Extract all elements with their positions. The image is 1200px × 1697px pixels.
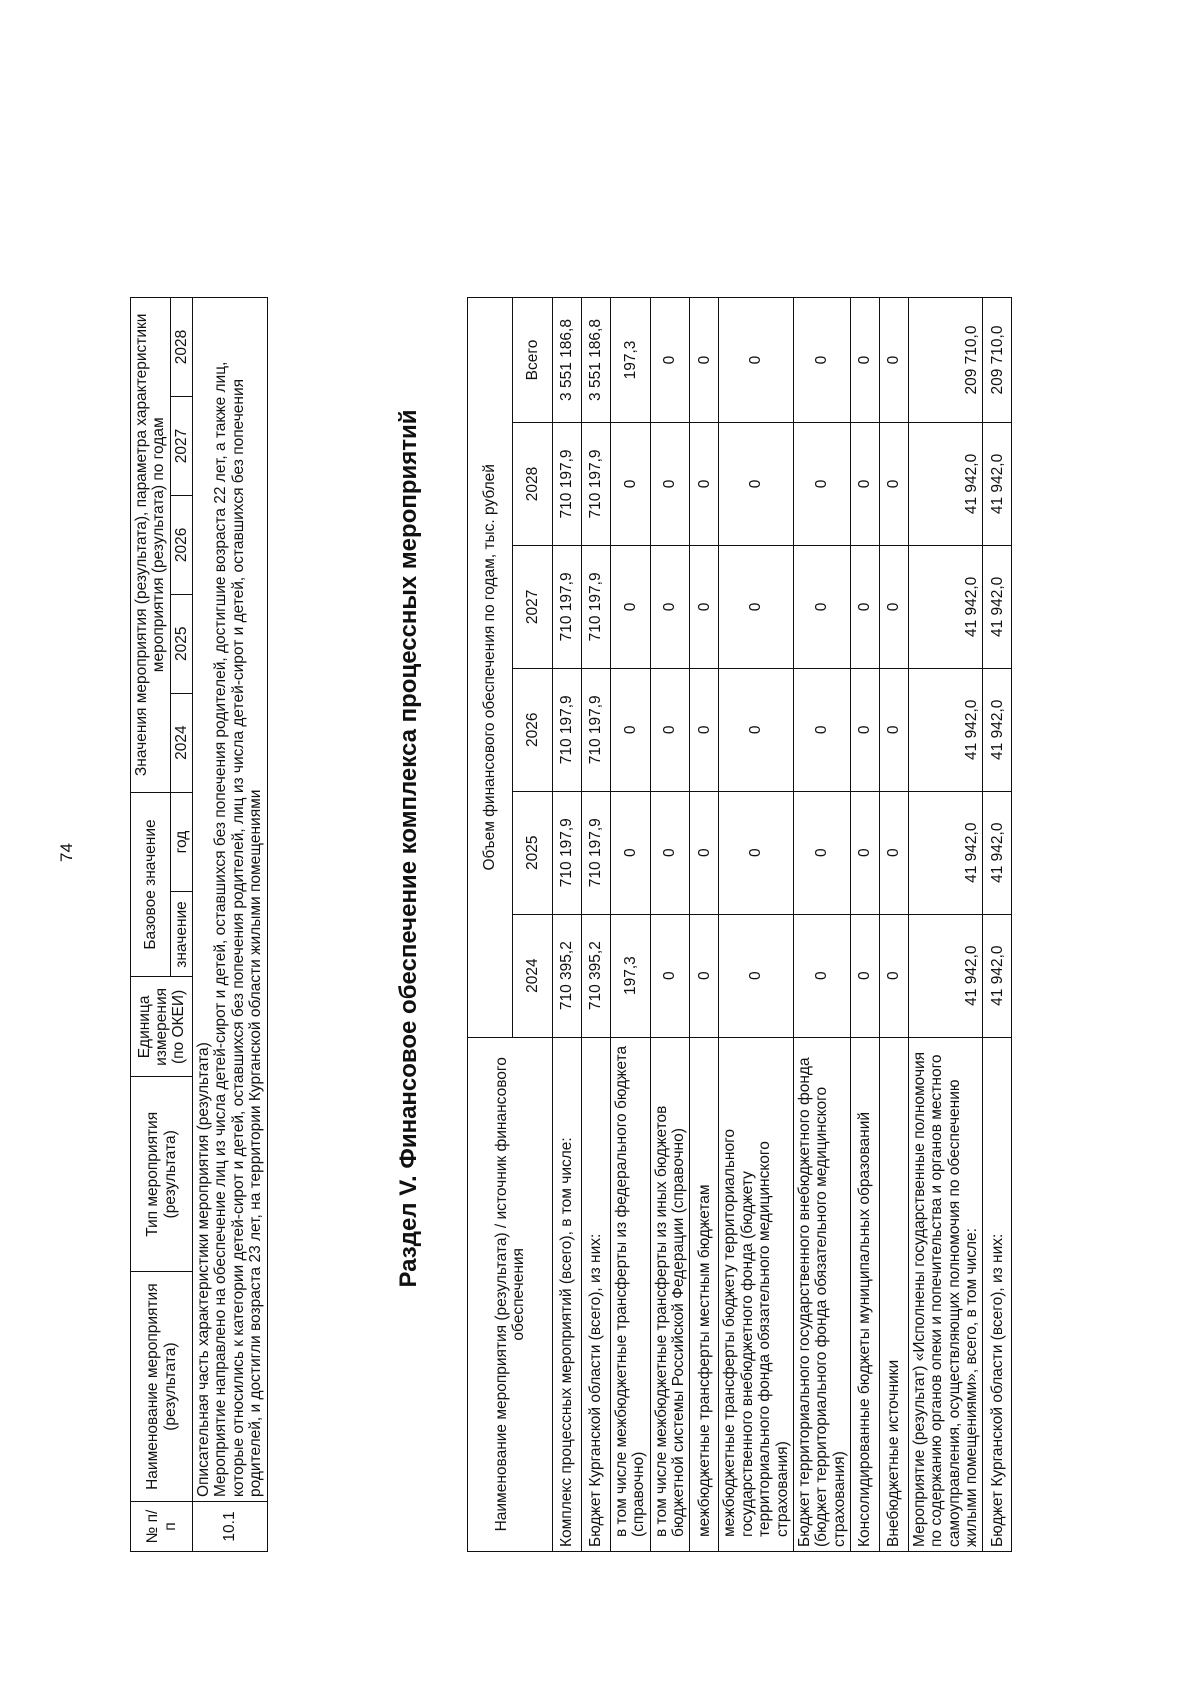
table-row [983,298,1012,1552]
row-value: 0 [879,422,908,545]
header-base-year: год [170,792,192,892]
row-value: 0 [650,914,690,1037]
row-name: межбюджетные трансферты местным бюджетам [690,1037,719,1551]
row-value: 0 [850,914,879,1037]
table1-header-row-1 [131,298,171,1552]
row-total: 0 [793,298,850,423]
table-row [650,298,690,1552]
row-value: 41 942,0 [908,914,982,1037]
row-value: 0 [650,422,690,545]
row-value: 710 395,2 [553,914,582,1037]
table-row [850,298,879,1552]
row-name: межбюджетные трансферты бюджету территориального государственного внебюджетного фонда (бюджету территориального фонда обязательного медицинского страхования) [719,1037,793,1551]
row-value: 0 [850,422,879,545]
section-title: Раздел V. Финансовое обеспечение комплекса процессных мероприятий [395,409,422,1288]
header-year: 2026 [170,495,192,594]
table-row [908,298,982,1552]
row-total: 3 551 186,8 [582,298,611,423]
row-value: 0 [850,668,879,791]
header-volume: Объем финансового обеспечения по годам, тыс. рублей [468,298,513,1038]
table-row [582,298,611,1552]
header-year: 2027 [170,397,192,496]
row-value: 0 [793,668,850,791]
header-year: 2025 [170,594,192,693]
header-year: 2027 [513,545,553,668]
row-value: 710 197,9 [582,668,611,791]
row-value: 710 197,9 [553,422,582,545]
row-value: 0 [719,422,793,545]
row-name: в том числе межбюджетные трансферты из иных бюджетов бюджетной системы Российской Федерации (справочно) [650,1037,690,1551]
row-name: Мероприятие (результат) «Исполнены государственные полномочия по содержанию органов опеки и попечительства и органов местного самоуправления, осуществляющих полномочия по обеспечению жилыми помещениями», всего, в том числе: [908,1037,982,1551]
row-value: 0 [611,545,651,668]
row-name: Комплекс процессных мероприятий (всего), в том числе: [553,1037,582,1551]
header-num: № п/п [131,1502,193,1552]
result-parameters-table [130,297,268,1552]
row-value: 0 [690,914,719,1037]
table1-data-row [193,298,267,1552]
row-num: 10.1 [193,1502,267,1552]
row-value: 0 [690,668,719,791]
row-value: 710 197,9 [553,791,582,914]
header-base: Базовое значение [131,792,171,977]
table-row [879,298,908,1552]
header-unit: Единица измерения (по ОКЕИ) [131,977,193,1077]
row-total: 0 [690,298,719,423]
row-name: Бюджет Курганской области (всего), из них: [582,1037,611,1551]
row-description-title: Описательная часть характеристики мероприятия (результата) [195,1042,213,1498]
row-value: 0 [879,545,908,668]
row-value: 710 197,9 [582,545,611,668]
row-value: 0 [611,422,651,545]
row-total: 209 710,0 [908,298,982,423]
header-year: 2028 [513,422,553,545]
row-value: 0 [719,545,793,668]
header-year: 2024 [170,693,192,792]
table-row [611,298,651,1552]
header-source: Наименование мероприятия (результата) / источник финансового обеспечения [468,1037,553,1551]
row-value: 710 197,9 [553,545,582,668]
row-value: 0 [879,791,908,914]
row-value: 0 [690,545,719,668]
row-name: в том числе межбюджетные трансферты из федерального бюджета (справочно) [611,1037,651,1551]
row-total: 0 [650,298,690,423]
row-name: Бюджет территориального государственного внебюджетного фонда (бюджет территориального фонда обязательного медицинского страхования) [793,1037,850,1551]
row-value: 0 [719,668,793,791]
row-value: 41 942,0 [983,668,1012,791]
row-name: Внебюджетные источники [879,1037,908,1551]
row-value: 0 [793,545,850,668]
row-value: 710 197,9 [582,422,611,545]
row-value: 710 395,2 [582,914,611,1037]
row-total: 0 [850,298,879,423]
row-value: 0 [879,668,908,791]
header-total: Всего [513,298,553,423]
row-total: 197,3 [611,298,651,423]
row-value: 0 [611,791,651,914]
row-value: 0 [650,545,690,668]
row-name: Бюджет Курганской области (всего), из них: [983,1037,1012,1551]
row-value: 0 [719,914,793,1037]
row-value: 0 [690,791,719,914]
header-year: 2026 [513,668,553,791]
header-name: Наименование мероприятия (результата) [131,1272,193,1502]
row-value: 41 942,0 [983,791,1012,914]
row-value: 0 [611,668,651,791]
header-year: 2028 [170,298,192,397]
header-values: Значения мероприятия (результата), параметра характеристики мероприятия (результата) по годам [131,298,171,793]
header-year: 2025 [513,791,553,914]
row-total: 3 551 186,8 [553,298,582,423]
header-type: Тип мероприятия (результата) [131,1077,193,1272]
header-year: 2024 [513,914,553,1037]
row-value: 41 942,0 [908,545,982,668]
row-name: Консолидированные бюджеты муниципальных образований [850,1037,879,1551]
table2-header-row-1 [468,298,513,1552]
row-value: 0 [719,791,793,914]
row-value: 0 [850,545,879,668]
row-value: 41 942,0 [908,422,982,545]
row-total: 0 [879,298,908,423]
header-base-value: значение [170,892,192,977]
table-row [690,298,719,1552]
row-total: 209 710,0 [983,298,1012,423]
table-row [719,298,793,1552]
row-value: 41 942,0 [983,914,1012,1037]
row-value: 710 197,9 [553,668,582,791]
row-value: 0 [793,914,850,1037]
row-value: 710 197,9 [582,791,611,914]
table-row [553,298,582,1552]
row-description [193,298,267,1502]
row-value: 0 [690,422,719,545]
row-value: 0 [793,791,850,914]
row-value: 0 [650,668,690,791]
row-value: 197,3 [611,914,651,1037]
row-value: 41 942,0 [983,545,1012,668]
financing-table [467,297,1012,1552]
row-description-text: Мероприятие направлено на обеспечение лиц из числа детей-сирот и детей, оставшихся без попечения родителей, достигшие возраста 22 лет, а также лиц, которые относились к категории детей-сирот и детей, оставшихся без попечения родителей, лиц из числа детей-сирот и детей, оставшихся без попечения родителей, и достигли возраста 23 лет, на территории Курганской области жилыми помещениями [212,361,265,1498]
row-total: 0 [719,298,793,423]
row-value: 0 [793,422,850,545]
row-value: 0 [650,791,690,914]
row-value: 41 942,0 [908,791,982,914]
row-value: 41 942,0 [908,668,982,791]
row-value: 41 942,0 [983,422,1012,545]
table-row [793,298,850,1552]
row-value: 0 [850,791,879,914]
page-number: 74 [57,843,76,862]
row-value: 0 [879,914,908,1037]
